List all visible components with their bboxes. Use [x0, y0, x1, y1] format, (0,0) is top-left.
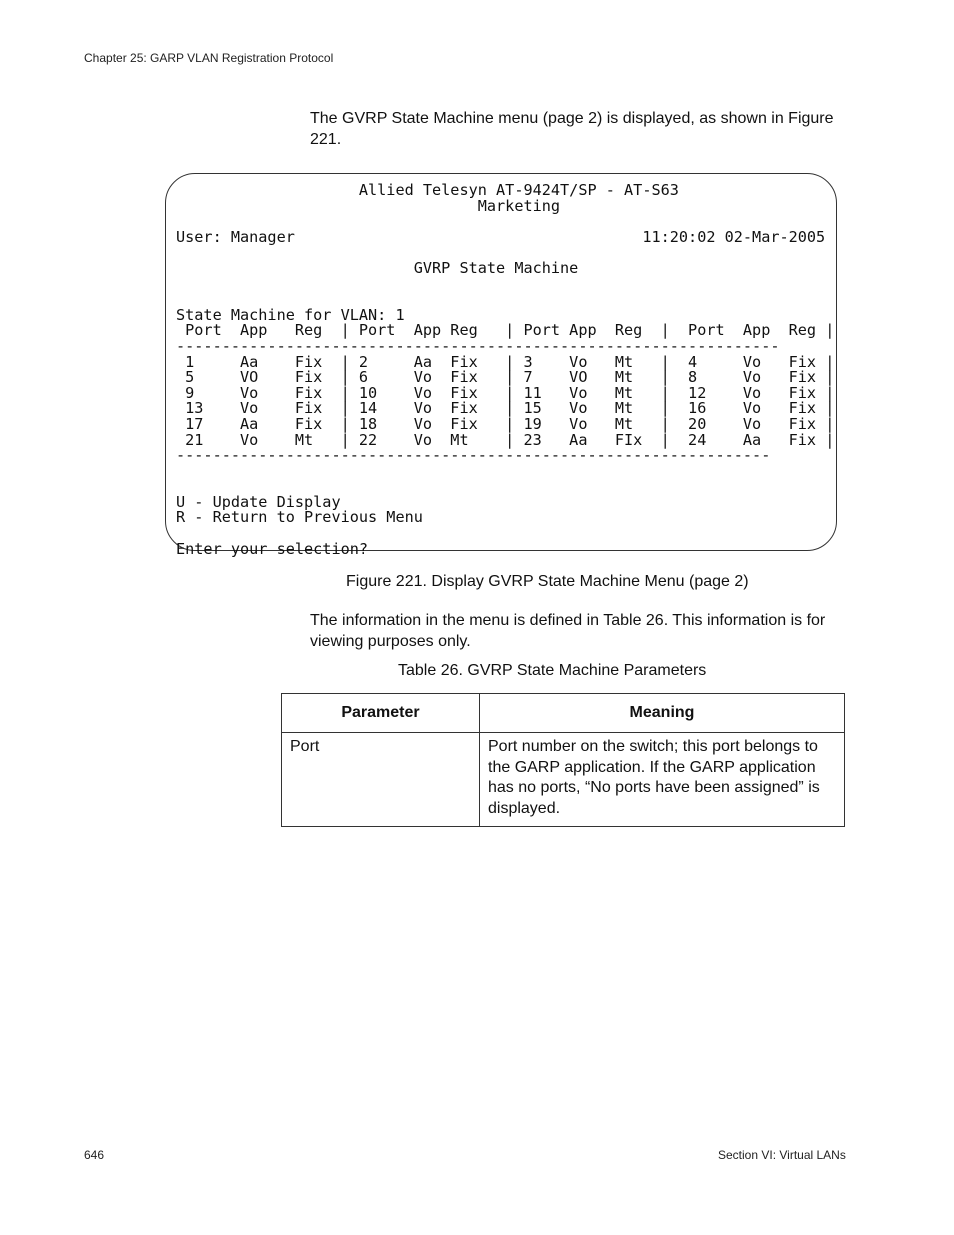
terminal-line: User: Manager 11:20:02 02-Mar-2005	[176, 227, 826, 246]
table-caption: Table 26. GVRP State Machine Parameters	[398, 662, 707, 679]
table-header-row	[282, 694, 845, 733]
terminal-line: Marketing	[176, 196, 561, 215]
section-label: Section VI: Virtual LANs	[718, 1148, 846, 1162]
cell-meaning: Port number on the switch; this port belongs to the GARP application. If the GARP application has no ports, “No ports have been assigned” is displayed.	[480, 733, 845, 827]
terminal-line: 1 Aa Fix | 2 Aa Fix | 3 Vo Mt | 4 Vo Fix |	[176, 352, 835, 371]
terminal-screen-text	[176, 183, 834, 557]
table-row	[282, 733, 845, 827]
intro-paragraph: The GVRP State Machine menu (page 2) is displayed, as shown in Figure 221.	[310, 110, 834, 148]
terminal-line: Enter your selection?	[176, 539, 369, 558]
terminal-line: R - Return to Previous Menu	[176, 508, 423, 527]
header-parameter: Parameter	[282, 694, 480, 733]
page-number: 646	[84, 1148, 105, 1162]
terminal-line: 17 Aa Fix | 18 Vo Fix | 19 Vo Mt | 20 Vo Fix |	[176, 414, 835, 433]
info-paragraph: The information in the menu is defined in Table 26. This information is for viewing purposes only.	[310, 612, 826, 650]
terminal-line: -----------------------------------------------------------------	[176, 446, 771, 465]
running-header: Chapter 25: GARP VLAN Registration Protocol	[84, 51, 334, 65]
figure-caption: Figure 221. Display GVRP State Machine Menu (page 2)	[346, 573, 749, 590]
terminal-line: U - Update Display	[176, 492, 341, 511]
terminal-line: GVRP State Machine	[176, 258, 579, 277]
terminal-line: ------------------------------------------------------------------	[176, 336, 780, 355]
terminal-line: Port App Reg | Port App Reg | Port App Reg | Port App Reg |	[176, 321, 835, 340]
terminal-line: 13 Vo Fix | 14 Vo Fix | 15 Vo Mt | 16 Vo Fix |	[176, 399, 835, 418]
terminal-line: 21 Vo Mt | 22 Vo Mt | 23 Aa FIx | 24 Aa Fix |	[176, 430, 835, 449]
header-meaning: Meaning	[480, 694, 845, 733]
terminal-line: 9 Vo Fix | 10 Vo Fix | 11 Vo Mt | 12 Vo Fix |	[176, 383, 835, 402]
parameters-table	[281, 693, 845, 827]
terminal-line: Allied Telesyn AT-9424T/SP - AT-S63	[176, 181, 679, 199]
terminal-line: 5 VO Fix | 6 Vo Fix | 7 VO Mt | 8 Vo Fix |	[176, 368, 835, 387]
cell-parameter: Port	[282, 733, 480, 827]
terminal-line: State Machine for VLAN: 1	[176, 305, 405, 324]
